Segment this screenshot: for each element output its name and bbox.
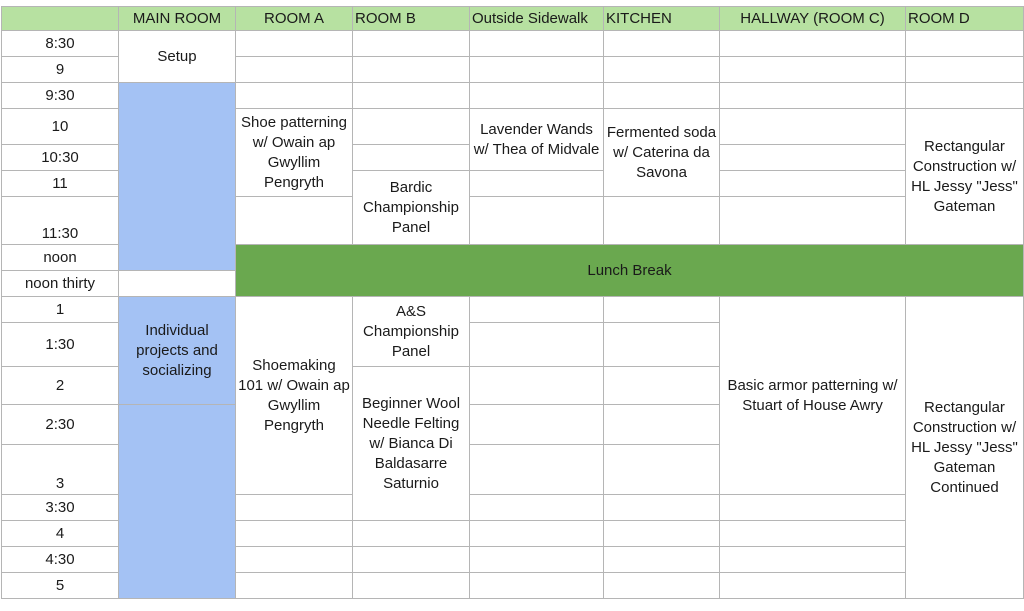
time-cell[interactable]: 4:30: [2, 547, 119, 573]
empty-cell[interactable]: [906, 57, 1024, 83]
empty-cell[interactable]: [470, 405, 604, 445]
main-room-block-bottom[interactable]: [119, 405, 236, 599]
empty-cell[interactable]: [470, 521, 604, 547]
empty-cell[interactable]: [604, 297, 720, 323]
header-hallway[interactable]: HALLWAY (ROOM C): [720, 7, 906, 31]
time-cell[interactable]: 10: [2, 109, 119, 145]
time-cell[interactable]: 3: [2, 445, 119, 495]
empty-cell[interactable]: [470, 197, 604, 245]
event-rectangular-construction[interactable]: Rectangular Construction w/ HL Jessy "Jess" Gateman: [906, 109, 1024, 245]
empty-cell[interactable]: [604, 495, 720, 521]
empty-cell[interactable]: [470, 323, 604, 367]
empty-cell[interactable]: [470, 57, 604, 83]
empty-cell[interactable]: [604, 445, 720, 495]
event-needle-felting[interactable]: Beginner Wool Needle Felting w/ Bianca Di Baldasarre Saturnio: [353, 367, 470, 521]
empty-cell[interactable]: [470, 547, 604, 573]
table-row: [2, 83, 1024, 109]
empty-cell[interactable]: [604, 367, 720, 405]
event-as-panel[interactable]: A&S Championship Panel: [353, 297, 470, 367]
event-shoemaking-101[interactable]: Shoemaking 101 w/ Owain ap Gwyllim Pengryth: [236, 297, 353, 495]
empty-cell[interactable]: [353, 145, 470, 171]
event-bardic-panel[interactable]: Bardic Championship Panel: [353, 171, 470, 245]
time-cell[interactable]: 2:30: [2, 405, 119, 445]
empty-cell[interactable]: [470, 445, 604, 495]
empty-cell[interactable]: [470, 573, 604, 599]
empty-cell[interactable]: [720, 573, 906, 599]
empty-cell[interactable]: [604, 573, 720, 599]
empty-cell[interactable]: [720, 495, 906, 521]
time-cell[interactable]: 1:30: [2, 323, 119, 367]
time-cell[interactable]: 9: [2, 57, 119, 83]
time-cell[interactable]: 8:30: [2, 31, 119, 57]
empty-cell[interactable]: [604, 521, 720, 547]
empty-cell[interactable]: [353, 521, 470, 547]
event-shoe-patterning[interactable]: Shoe patterning w/ Owain ap Gwyllim Pengryth: [236, 109, 353, 197]
empty-cell[interactable]: [470, 83, 604, 109]
header-room-b[interactable]: ROOM B: [353, 7, 470, 31]
empty-cell[interactable]: [604, 405, 720, 445]
time-cell[interactable]: noon: [2, 245, 119, 271]
time-cell[interactable]: 2: [2, 367, 119, 405]
time-cell[interactable]: 9:30: [2, 83, 119, 109]
main-room-block-top[interactable]: [119, 83, 236, 271]
empty-cell[interactable]: [353, 83, 470, 109]
event-rectangular-construction-continued[interactable]: Rectangular Construction w/ HL Jessy "Jess" Gateman Continued: [906, 297, 1024, 599]
setup-cell[interactable]: Setup: [119, 31, 236, 83]
time-cell[interactable]: 11:30: [2, 197, 119, 245]
empty-cell[interactable]: [470, 297, 604, 323]
empty-cell[interactable]: [236, 31, 353, 57]
empty-cell[interactable]: [236, 573, 353, 599]
empty-cell[interactable]: [353, 31, 470, 57]
time-cell[interactable]: 10:30: [2, 145, 119, 171]
empty-cell[interactable]: [720, 547, 906, 573]
empty-cell[interactable]: [604, 31, 720, 57]
event-armor-patterning[interactable]: Basic armor patterning w/ Stuart of House Awry: [720, 297, 906, 495]
empty-cell[interactable]: [906, 83, 1024, 109]
table-row: [2, 297, 1024, 323]
time-cell[interactable]: 11: [2, 171, 119, 197]
empty-cell[interactable]: [720, 197, 906, 245]
empty-cell[interactable]: [604, 57, 720, 83]
lunch-break-bar[interactable]: Lunch Break: [236, 245, 1024, 297]
empty-cell[interactable]: [604, 83, 720, 109]
empty-cell[interactable]: [720, 145, 906, 171]
header-row: [2, 7, 1024, 31]
header-time[interactable]: [2, 7, 119, 31]
empty-cell[interactable]: [353, 109, 470, 145]
header-main-room[interactable]: MAIN ROOM: [119, 7, 236, 31]
empty-cell[interactable]: [470, 495, 604, 521]
empty-cell[interactable]: [604, 547, 720, 573]
main-room-individual-projects[interactable]: Individual projects and socializing: [119, 297, 236, 405]
empty-cell[interactable]: [470, 367, 604, 405]
time-cell[interactable]: 5: [2, 573, 119, 599]
empty-cell[interactable]: [236, 83, 353, 109]
header-room-d[interactable]: ROOM D: [906, 7, 1024, 31]
table-row: [2, 31, 1024, 57]
empty-cell[interactable]: [236, 57, 353, 83]
header-outside-sidewalk[interactable]: Outside Sidewalk: [470, 7, 604, 31]
empty-cell[interactable]: [353, 573, 470, 599]
time-cell[interactable]: 3:30: [2, 495, 119, 521]
empty-cell[interactable]: [236, 495, 353, 521]
empty-cell[interactable]: [353, 57, 470, 83]
empty-cell[interactable]: [353, 547, 470, 573]
empty-cell[interactable]: [720, 83, 906, 109]
empty-cell[interactable]: [236, 547, 353, 573]
header-kitchen[interactable]: KITCHEN: [604, 7, 720, 31]
empty-cell[interactable]: [906, 31, 1024, 57]
empty-cell[interactable]: [470, 171, 604, 197]
empty-cell[interactable]: [236, 521, 353, 547]
header-room-a[interactable]: ROOM A: [236, 7, 353, 31]
schedule-grid: [1, 6, 1024, 599]
event-fermented-soda[interactable]: Fermented soda w/ Caterina da Savona: [604, 109, 720, 197]
time-cell[interactable]: 4: [2, 521, 119, 547]
empty-cell[interactable]: [470, 31, 604, 57]
empty-cell[interactable]: [720, 109, 906, 145]
empty-cell[interactable]: [604, 323, 720, 367]
time-cell[interactable]: noon thirty: [2, 271, 119, 297]
event-lavender-wands[interactable]: Lavender Wands w/ Thea of Midvale: [470, 109, 604, 171]
empty-cell[interactable]: [720, 57, 906, 83]
empty-cell[interactable]: [720, 31, 906, 57]
empty-cell[interactable]: [720, 171, 906, 197]
empty-cell[interactable]: [604, 197, 720, 245]
time-cell[interactable]: 1: [2, 297, 119, 323]
empty-cell[interactable]: [720, 521, 906, 547]
empty-cell[interactable]: [236, 197, 353, 245]
